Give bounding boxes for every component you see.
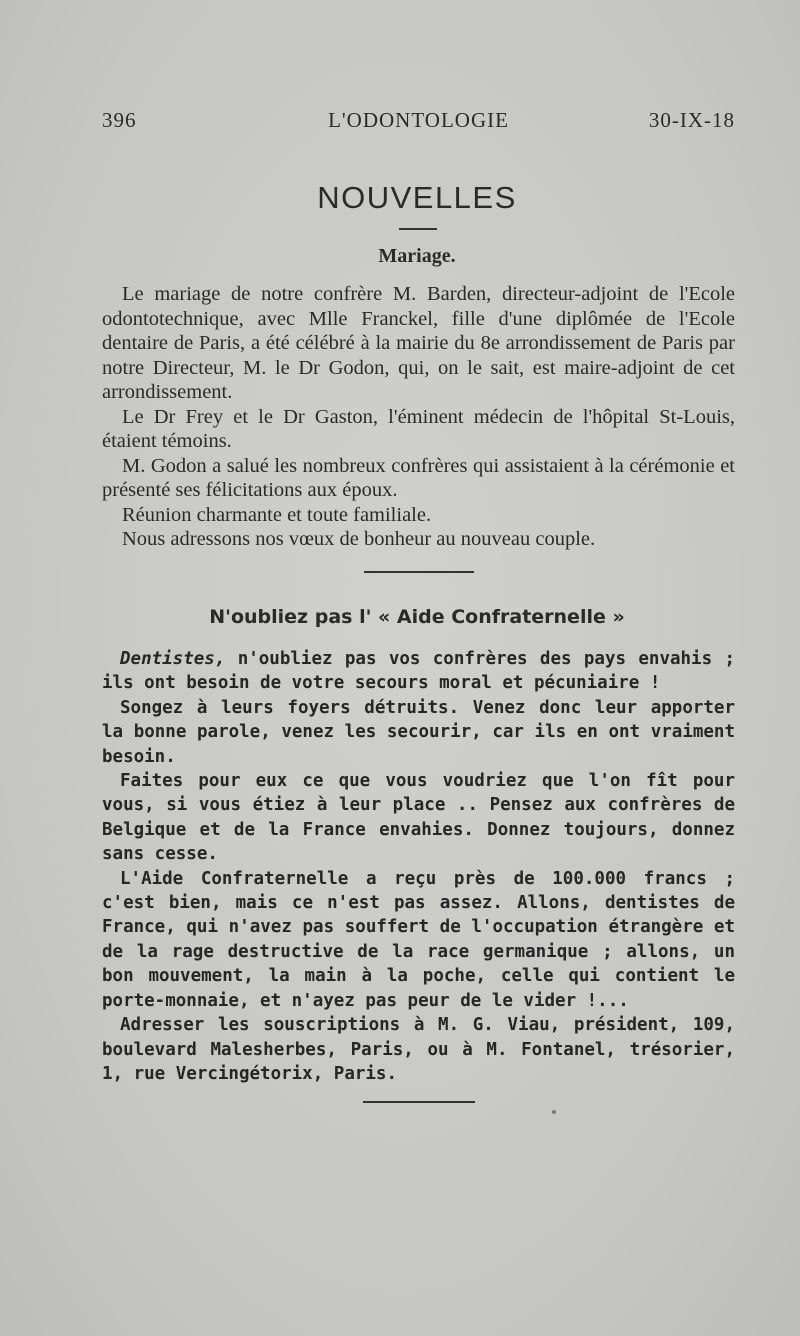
section-title: NOUVELLES (317, 180, 517, 215)
paragraph: Nous adressons nos vœux de bonheur au nouveau couple. (122, 528, 596, 550)
paragraph: Réunion charmante et toute familiale. (122, 503, 432, 526)
page-number: 396 (102, 108, 137, 132)
article-title-mariage: Mariage. (378, 245, 456, 267)
paragraph: M. Godon a salué les nombreux confrères qui assistaient à la cérémonie et présenté ses félicitations aux époux. (102, 454, 735, 501)
article-aide-body (102, 647, 735, 1086)
lead-word: Dentistes, (120, 649, 226, 669)
article-mariage-body (102, 282, 735, 552)
ink-speck (552, 1110, 556, 1114)
paragraph: L'Aide Confraternelle a reçu près de 100.000 francs ; c'est bien, mais ce n'est pas assez. Allons, dentistes de France, qui n'avez pas souffert de l'occupation étrangère et de la rage destructive de la race germanique ; allons, un bon mouvement, la main à la poche, celle qui contient le porte-monnaie, et n'ayez pas peur de le vider !... (102, 868, 735, 1011)
lead-text: n'oubliez pas vos confrères des pays envahis ; ils ont besoin de votre secours moral et pécuniaire ! (102, 649, 735, 694)
journal-title: L'ODONTOLOGIE (328, 108, 509, 132)
paragraph (102, 647, 735, 696)
title-rule (399, 228, 437, 230)
article-title-aide: N'oubliez pas l' « Aide Confraternelle » (209, 606, 625, 628)
paragraph: Adresser les souscriptions à M. G. Viau, président, 109, boulevard Malesherbes, Paris, ou à M. Fontanel, trésorier, 1, rue Vercingétorix, Paris. (102, 1015, 735, 1084)
running-header (102, 108, 735, 138)
separator-rule (364, 571, 474, 573)
paragraph: Faites pour eux ce que vous voudriez que l'on fît pour vous, si vous étiez à leur place .. Pensez aux confrères de Belgique et de la France envahies. Donnez toujours, donnez sans cesse. (102, 771, 735, 865)
issue-date: 30-IX-18 (648, 108, 735, 132)
paragraph: Songez à leurs foyers détruits. Venez donc leur apporter la bonne parole, venez les secourir, car ils en ont vraiment besoin. (102, 697, 735, 767)
paragraph: Le mariage de notre confrère M. Barden, directeur-adjoint de l'Ecole odontotechnique, avec Mlle Franckel, fille d'une diplômée de l'Ecole dentaire de Paris, a été célébré à la mairie du 8e arrondissement de Paris par notre Directeur, M. le Dr Godon, qui, on le sait, est maire-adjoint de cet arrondissement. (102, 283, 735, 403)
paragraph: Le Dr Frey et le Dr Gaston, l'éminent médecin de l'hôpital St-Louis, étaient témoins. (102, 405, 735, 452)
end-rule (363, 1101, 475, 1103)
